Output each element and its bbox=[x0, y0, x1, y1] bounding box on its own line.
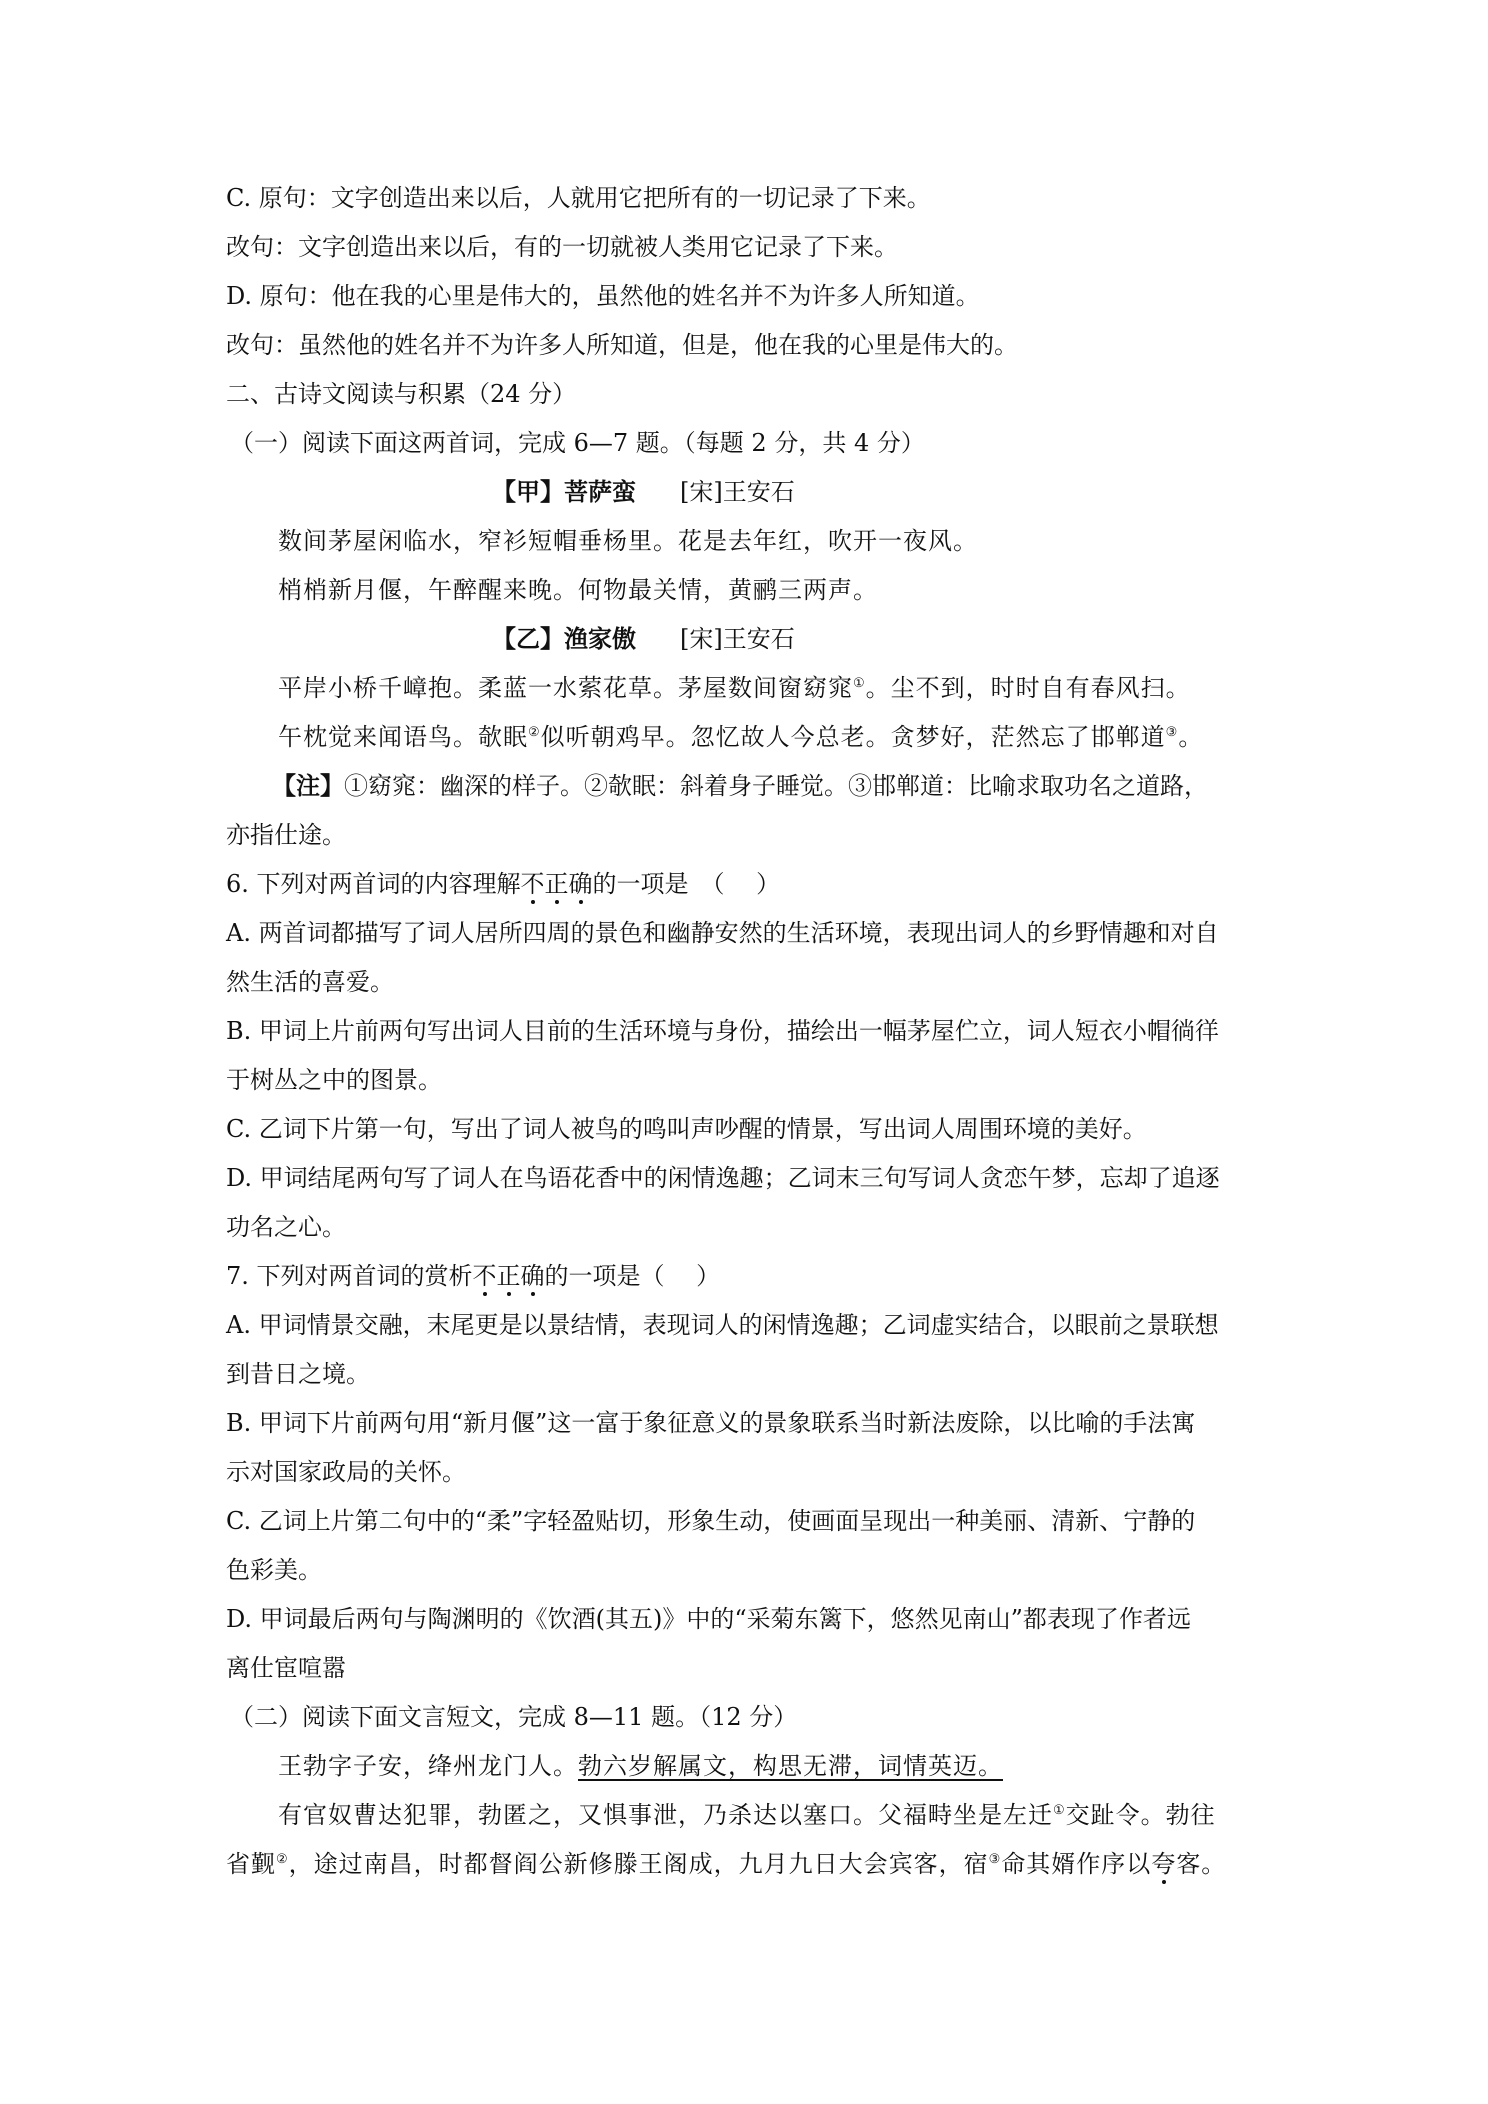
prose-text: 有官奴曹达犯罪，勃匿之，又惧事泄，乃杀达以塞口。父福畤坐是左迁 bbox=[278, 1801, 1053, 1829]
q6-option-a: A. 两首词都描写了词人居所四周的景色和幽静安然的生活环境，表现出词人的乡野情趣和对自 bbox=[226, 919, 1219, 947]
q6-option-a-cont: 然生活的喜爱。 bbox=[226, 968, 394, 996]
option-c-original: C. 原句：文字创造出来以后，人就用它把所有的一切记录了下来。 bbox=[226, 184, 931, 212]
poem-b-line-2-text-c: 。 bbox=[1178, 723, 1204, 751]
prose-text: 交趾令。勃往 bbox=[1065, 1801, 1216, 1829]
emphasis-char: 不 bbox=[472, 1262, 497, 1290]
q7-option-c: C. 乙词上片第二句中的“柔”字轻盈贴切，形象生动，使画面呈现出一种美丽、清新、宁静的 bbox=[226, 1507, 1196, 1535]
q7-stem-text-b: 的一项是（ ） bbox=[544, 1262, 721, 1290]
poem-a-title: 【甲】菩萨蛮 bbox=[492, 478, 636, 506]
q7-stem-text-a: 7. 下列对两首词的赏析 bbox=[226, 1262, 473, 1290]
note-label: 【注】 bbox=[272, 771, 344, 800]
emphasis-char: 确 bbox=[520, 1262, 545, 1290]
q7-option-c-cont: 色彩美。 bbox=[226, 1556, 322, 1584]
poem-b-title: 【乙】渔家傲 bbox=[492, 625, 636, 653]
poem-b-author: [宋]王安石 bbox=[680, 625, 795, 653]
poem-b-line-2 bbox=[278, 719, 1318, 755]
emphasis-char: 不 bbox=[520, 870, 545, 898]
q6-option-c: C. 乙词下片第一句，写出了词人被鸟的鸣叫声吵醒的情景，写出词人周围环境的美好。 bbox=[226, 1115, 1147, 1143]
footnote-mark: ① bbox=[1053, 1803, 1066, 1818]
underlined-sentence: 勃六岁解属文，构思无滞，词情英迈。 bbox=[578, 1752, 1003, 1780]
poem-a-author: [宋]王安石 bbox=[680, 478, 795, 506]
subsection-1-heading: （一）阅读下面这两首词，完成 6—7 题。（每题 2 分，共 4 分） bbox=[230, 429, 925, 457]
footnote-mark: ② bbox=[276, 1852, 289, 1867]
poem-b-line-1 bbox=[278, 670, 1318, 706]
prose-text: 省觐 bbox=[226, 1850, 276, 1878]
option-d-original: D. 原句：他在我的心里是伟大的，虽然他的姓名并不为许多人所知道。 bbox=[226, 282, 980, 310]
q6-stem-text-a: 6. 下列对两首词的内容理解 bbox=[226, 870, 521, 898]
q6-option-d-cont: 功名之心。 bbox=[226, 1213, 346, 1241]
prose-text: 王勃字子安，绛州龙门人。 bbox=[278, 1752, 578, 1780]
poem-a-heading bbox=[492, 474, 1488, 510]
q7-option-b-cont: 示对国家政局的关怀。 bbox=[226, 1458, 466, 1486]
emphasis-char: 正 bbox=[544, 870, 569, 898]
poem-notes-cont: 亦指仕途。 bbox=[226, 821, 346, 849]
prose-text: 客。 bbox=[1176, 1850, 1227, 1878]
q7-option-d: D. 甲词最后两句与陶渊明的《饮酒(其五)》中的“采菊东篱下，悠然见南山”都表现了作者远 bbox=[226, 1605, 1191, 1633]
q7-option-a-cont: 到昔日之境。 bbox=[226, 1360, 370, 1388]
poem-b-line-2-text-a: 午枕觉来闻语鸟。欹眠 bbox=[278, 723, 528, 751]
q6-option-b: B. 甲词上片前两句写出词人目前的生活环境与身份，描绘出一幅茅屋伫立，词人短衣小帽徜徉 bbox=[226, 1017, 1219, 1045]
footnote-mark: ② bbox=[528, 725, 541, 740]
option-c-revised: 改句：文字创造出来以后，有的一切就被人类用它记录了下来。 bbox=[226, 233, 898, 261]
emphasis-char: 夸 bbox=[1151, 1850, 1177, 1878]
q7-option-d-cont: 离仕宦喧嚣 bbox=[226, 1654, 346, 1682]
prose-text: ，途过南昌，时都督阎公新修滕王阁成，九月九日大会宾客，宿 bbox=[288, 1850, 989, 1878]
option-d-revised: 改句：虽然他的姓名并不为许多人所知道，但是，他在我的心里是伟大的。 bbox=[226, 331, 1018, 359]
poem-a-line-2: 梢梢新月偃，午醉醒来晚。何物最关情，黄鹂三两声。 bbox=[278, 576, 878, 604]
q7-option-a: A. 甲词情景交融，末尾更是以景结情，表现词人的闲情逸趣；乙词虚实结合，以眼前之景联想 bbox=[226, 1311, 1219, 1339]
subsection-2-heading: （二）阅读下面文言短文，完成 8—11 题。（12 分） bbox=[230, 1703, 798, 1731]
prose-paragraph-2 bbox=[278, 1797, 1318, 1833]
q6-stem-text-b: 的一项是 （ ） bbox=[592, 870, 781, 898]
question-6-stem bbox=[226, 866, 1266, 902]
prose-paragraph-2-cont bbox=[226, 1846, 1266, 1882]
note-text: ①窈窕：幽深的样子。②欹眠：斜着身子睡觉。③邯郸道：比喻求取功名之道路， bbox=[344, 772, 1208, 800]
emphasis-char: 确 bbox=[568, 870, 593, 898]
poem-b-heading bbox=[492, 621, 1488, 657]
q6-option-d: D. 甲词结尾两句写了词人在鸟语花香中的闲情逸趣；乙词末三句写词人贪恋午梦，忘却了追逐 bbox=[226, 1164, 1220, 1192]
footnote-mark: ③ bbox=[1165, 725, 1179, 740]
poem-a-line-1: 数间茅屋闲临水，窄衫短帽垂杨里。花是去年红，吹开一夜风。 bbox=[278, 527, 978, 555]
footnote-mark: ③ bbox=[988, 1852, 1002, 1867]
q6-option-b-cont: 于树丛之中的图景。 bbox=[226, 1066, 442, 1094]
section-2-heading: 二、古诗文阅读与积累（24 分） bbox=[226, 380, 577, 408]
question-7-stem bbox=[226, 1258, 1266, 1294]
q7-option-b: B. 甲词下片前两句用“新月偃”这一富于象征意义的景象联系当时新法废除，以比喻的手法寓 bbox=[226, 1409, 1196, 1437]
footnote-mark: ① bbox=[853, 676, 866, 691]
poem-notes bbox=[272, 768, 1312, 804]
prose-text: 命其婿作序以 bbox=[1001, 1850, 1152, 1878]
poem-b-line-1-text-a: 平岸小桥千嶂抱。柔蓝一水萦花草。茅屋数间窗窈窕 bbox=[278, 674, 853, 702]
poem-b-line-2-text-b: 似听朝鸡早。忽忆故人今总老。贪梦好，茫然忘了邯郸道 bbox=[540, 723, 1166, 751]
emphasis-char: 正 bbox=[496, 1262, 521, 1290]
poem-b-line-1-text-b: 。尘不到，时时自有春风扫。 bbox=[865, 674, 1191, 702]
prose-paragraph-1 bbox=[278, 1748, 1318, 1784]
